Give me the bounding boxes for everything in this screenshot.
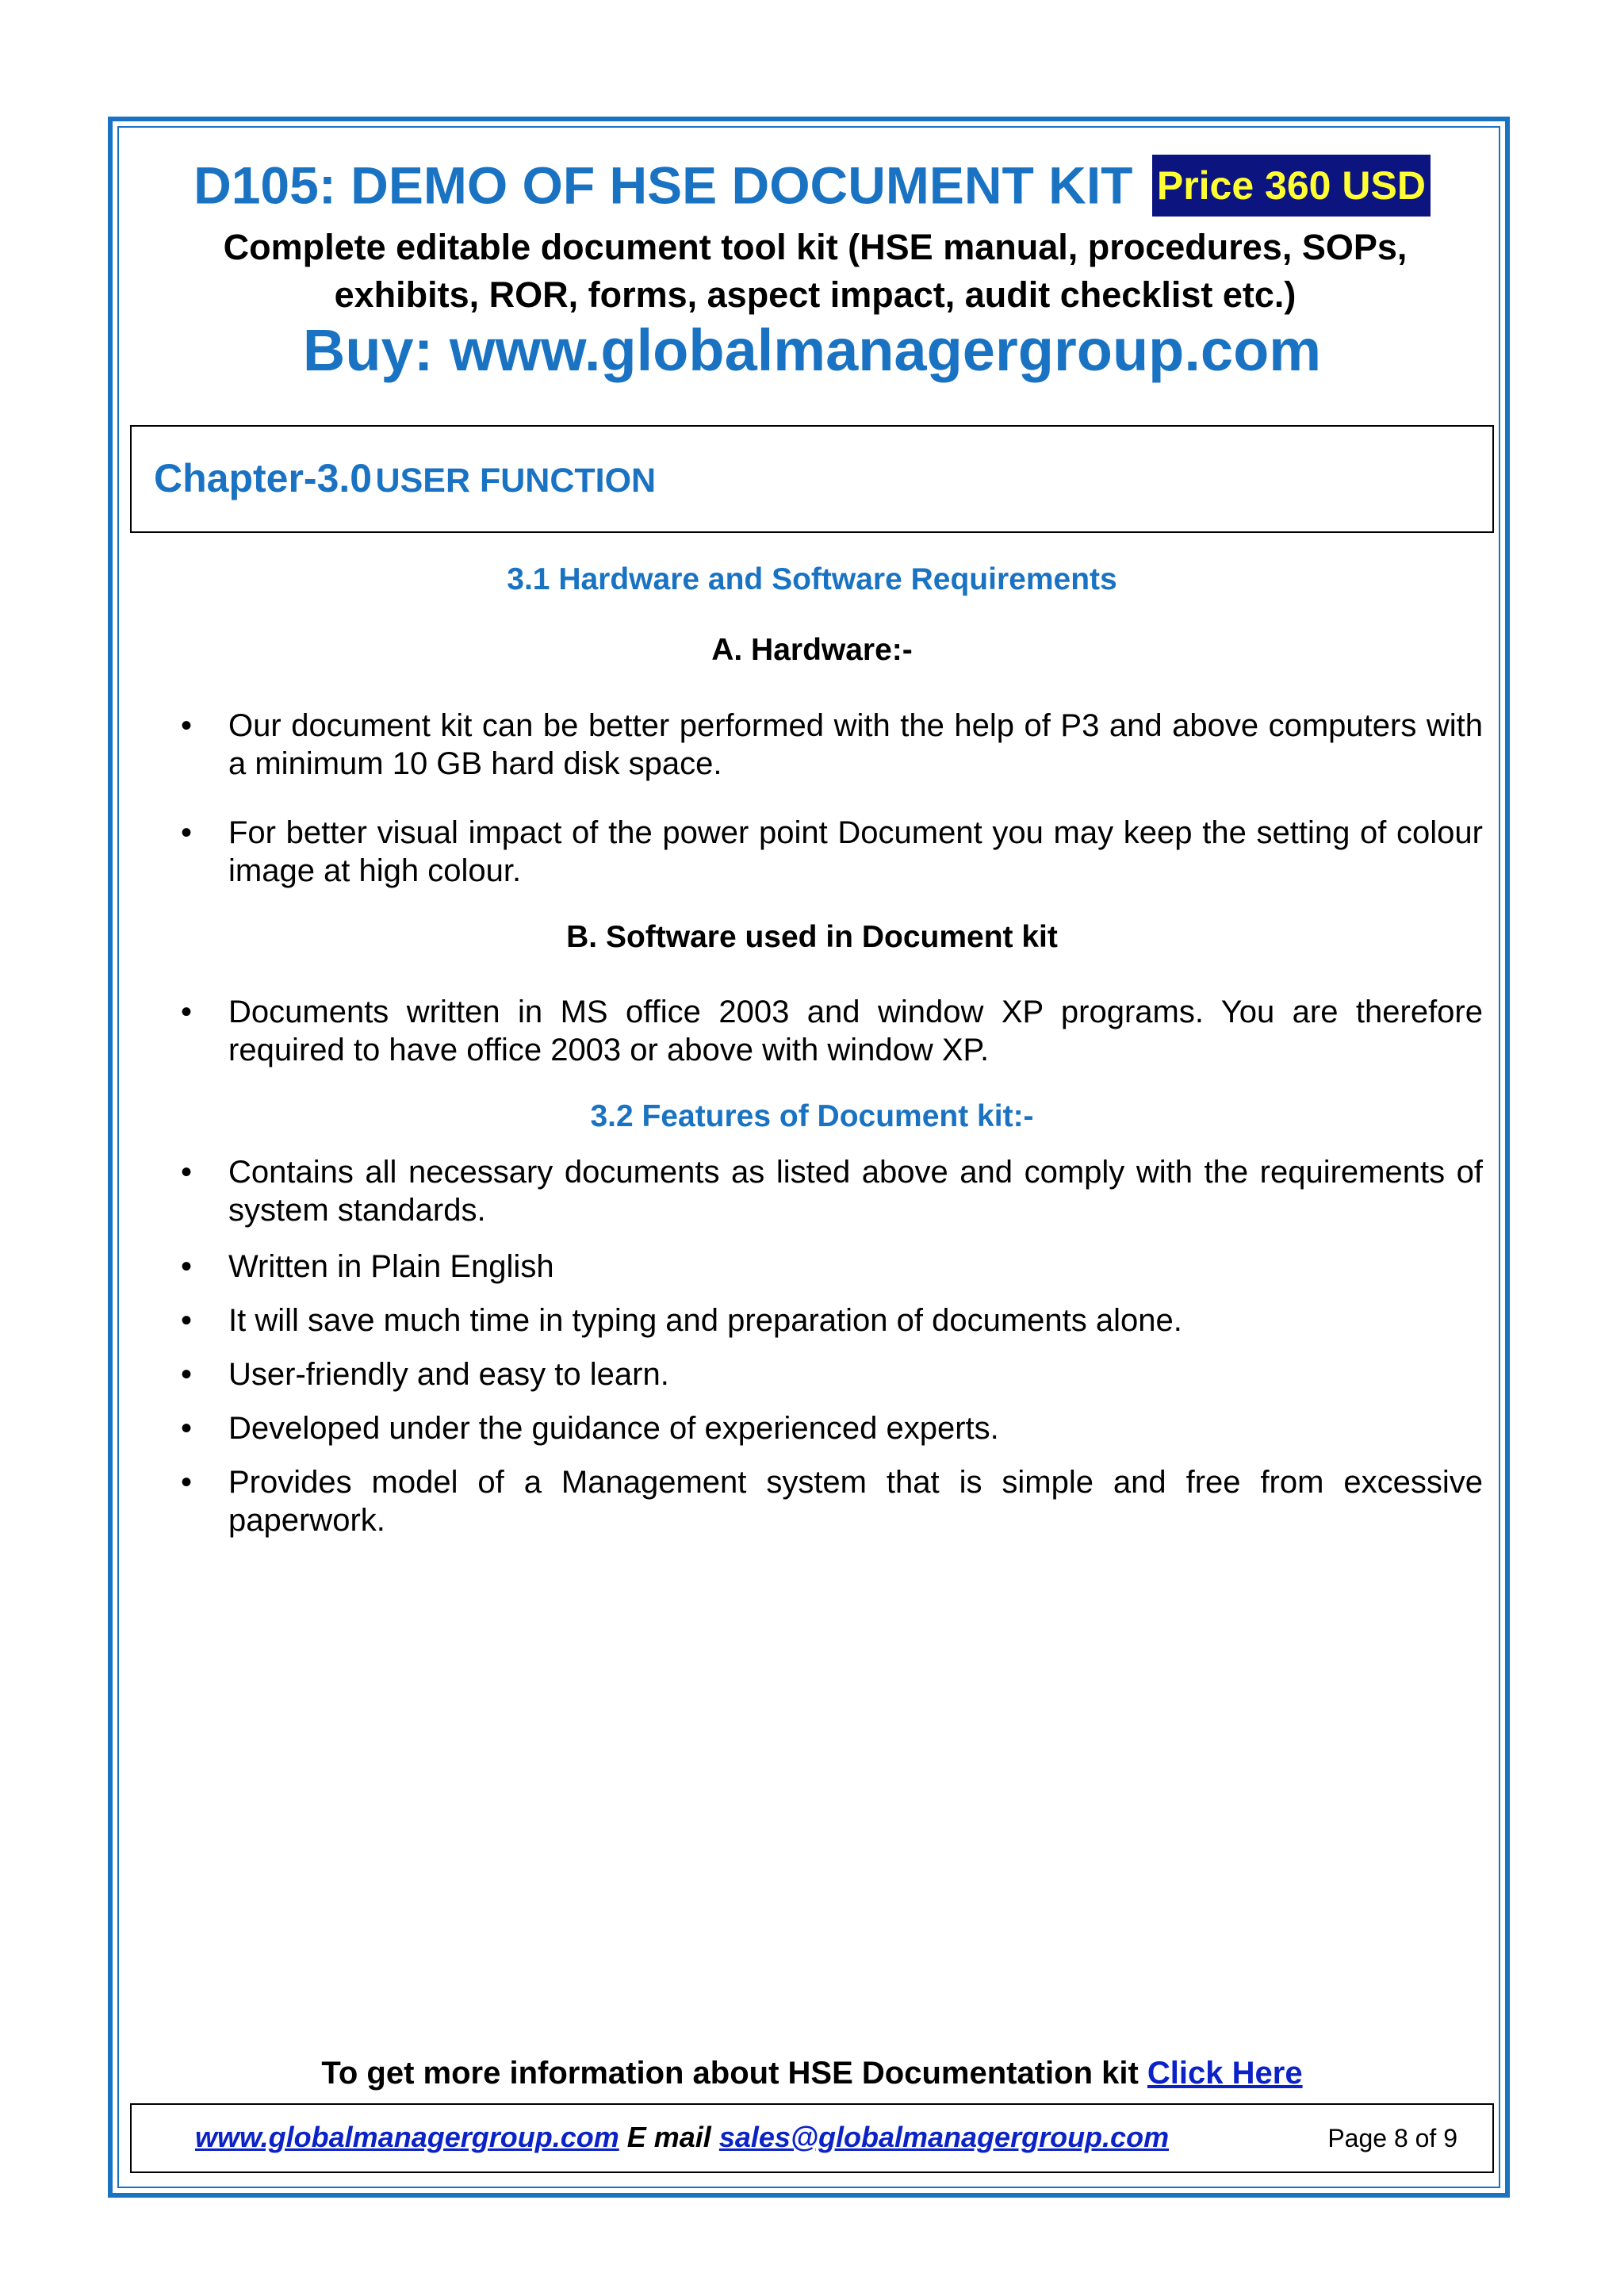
footer-email-label: E mail	[626, 2121, 711, 2153]
more-info-line	[0, 2051, 1624, 2095]
bullet-icon: •	[181, 1357, 193, 1392]
buy-website-line: Buy: www.globalmanagergroup.com	[302, 317, 1322, 383]
chapter-header-box	[130, 425, 1494, 533]
hardware-heading: A. Hardware:-	[711, 633, 913, 667]
document-title-text: D105: DEMO OF HSE DOCUMENT KIT	[193, 155, 1133, 215]
chapter-title	[154, 455, 656, 501]
footer-contact-line	[195, 2121, 1169, 2154]
list-item-text: Developed under the guidance of experienced experts.	[228, 1411, 999, 1446]
section-3-1-heading: 3.1 Hardware and Software Requirements	[507, 562, 1117, 596]
click-here-link[interactable]: Click Here	[1147, 2056, 1303, 2091]
footer-email-link[interactable]: sales@globalmanagergroup.com	[718, 2121, 1170, 2153]
document-subtitle	[143, 224, 1488, 319]
list-item-text: Our document kit can be better performed with the help of P3 and above computers with a minimum 10 GB hard disk space.	[228, 708, 1483, 781]
document-title	[0, 141, 1624, 225]
list-item-text: Written in Plain English	[228, 1249, 554, 1284]
list-item-text: Provides model of a Management system that is simple and free from excessive paperwork.	[228, 1465, 1483, 1538]
footer-website-link[interactable]: www.globalmanagergroup.com	[195, 2121, 619, 2153]
list-item-text: User-friendly and easy to learn.	[228, 1357, 669, 1392]
section-3-2-heading: 3.2 Features of Document kit:-	[590, 1099, 1034, 1133]
list-item-text: Documents written in MS office 2003 and window XP programs. You are therefore required to have office 2003 or above with window XP.	[228, 995, 1483, 1068]
list-item-text: Contains all necessary documents as listed above and comply with the requirements of system standards.	[228, 1155, 1483, 1228]
footer-box	[130, 2103, 1494, 2173]
chapter-number: Chapter-3.0	[154, 456, 373, 500]
subtitle-line-1: Complete editable document tool kit (HSE manual, procedures, SOPs,	[223, 227, 1408, 267]
bullet-icon: •	[181, 815, 193, 850]
list-item-text: For better visual impact of the power point Document you may keep the setting of colour image at high colour.	[228, 815, 1483, 888]
page-number: Page 8 of 9	[1327, 2124, 1457, 2152]
bullet-icon: •	[181, 1465, 193, 1500]
bullet-icon: •	[181, 708, 193, 743]
chapter-name: USER FUNCTION	[375, 462, 657, 500]
more-info-text: To get more information about HSE Documentation kit	[321, 2056, 1139, 2091]
subtitle-line-2: exhibits, ROR, forms, aspect impact, audit checklist etc.)	[334, 274, 1297, 315]
bullet-icon: •	[181, 1155, 193, 1190]
bullet-icon: •	[181, 1411, 193, 1446]
list-item-text: It will save much time in typing and preparation of documents alone.	[228, 1303, 1182, 1338]
bullet-icon: •	[181, 995, 193, 1029]
bullet-icon: •	[181, 1303, 193, 1338]
price-badge: Price 360 USD	[1152, 155, 1431, 217]
software-heading: B. Software used in Document kit	[566, 920, 1058, 954]
bullet-icon: •	[181, 1249, 193, 1284]
